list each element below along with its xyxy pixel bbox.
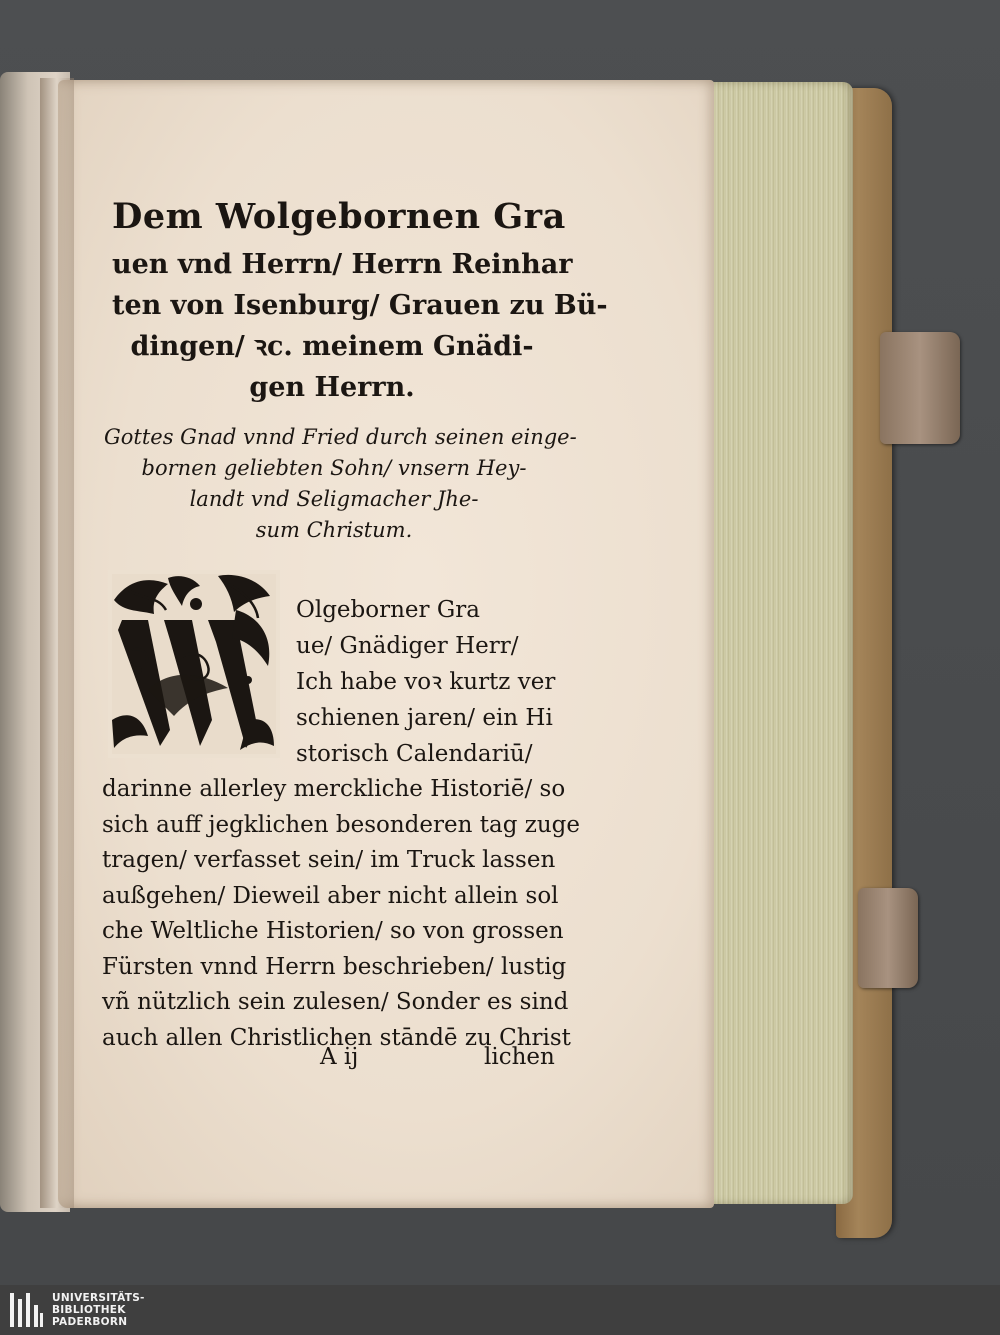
body-line: Ich habe voꝛ kurtz ver xyxy=(296,669,556,695)
heading-line: Dem Wolgebornen Gra xyxy=(112,196,566,237)
library-name-line: BIBLIOTHEK xyxy=(52,1304,126,1316)
body-line: che Weltliche Historien/ so von grossen xyxy=(102,918,564,944)
greeting-line: bornen geliebten Sohn/ vnsern Hey- xyxy=(141,456,527,480)
library-footer xyxy=(0,1285,1000,1335)
greeting-line: Gottes Gnad vnnd Fried durch seinen einge- xyxy=(104,425,577,449)
heading-line: uen vnd Herrn/ Herrn Reinhar xyxy=(112,249,573,280)
body-line: außgehen/ Dieweil aber nicht allein sol xyxy=(102,882,559,909)
heading-line: dingen/ ꝛc. meinem Gnädi- xyxy=(130,331,534,362)
body-line: darinne allerley merckliche Historiē/ so xyxy=(102,776,566,802)
clasp-bottom xyxy=(858,888,918,988)
body-line: Fürsten vnnd Herrn beschrieben/ lustig xyxy=(102,953,567,980)
catchword: lichen xyxy=(484,1044,555,1070)
greeting-line: landt vnd Seligmacher Jhe- xyxy=(189,487,479,511)
greeting-block xyxy=(104,422,577,546)
body-line: vñ nützlich sein zulesen/ Sonder es sind xyxy=(102,989,569,1015)
dedication-heading xyxy=(112,190,608,408)
page-gutter xyxy=(40,78,74,1208)
body-line: storisch Calendariū/ xyxy=(296,741,533,767)
body-first-lines xyxy=(296,592,555,772)
heading-line: gen Herrn. xyxy=(249,372,415,403)
clasp-top xyxy=(880,332,960,444)
body-line: ue/ Gnädiger Herr/ xyxy=(296,633,519,659)
body-line: schienen jaren/ ein Hi xyxy=(296,705,553,731)
signature-mark: A ij xyxy=(320,1044,359,1070)
body-line: Olgeborner Gra xyxy=(296,597,480,623)
library-name xyxy=(52,1292,145,1328)
decorated-initial-w-icon xyxy=(108,570,280,758)
greeting-line: sum Christum. xyxy=(255,518,413,542)
library-name-line: PADERBORN xyxy=(52,1316,128,1328)
body-line: tragen/ verfasset sein/ im Truck lassen xyxy=(102,847,556,873)
body-line: sich auff jegklichen besonderen tag zuge xyxy=(102,811,581,838)
decorated-initial xyxy=(108,570,280,758)
page-edges xyxy=(705,82,853,1204)
body-text xyxy=(102,772,580,1056)
body-line: auch allen Christlichen stāndē zu Christ xyxy=(102,1024,571,1051)
library-name-line: UNIVERSITÄTS- xyxy=(52,1292,145,1304)
heading-line: ten von Isenburg/ Grauen zu Bü- xyxy=(112,290,608,321)
library-logo-icon xyxy=(6,1289,46,1331)
